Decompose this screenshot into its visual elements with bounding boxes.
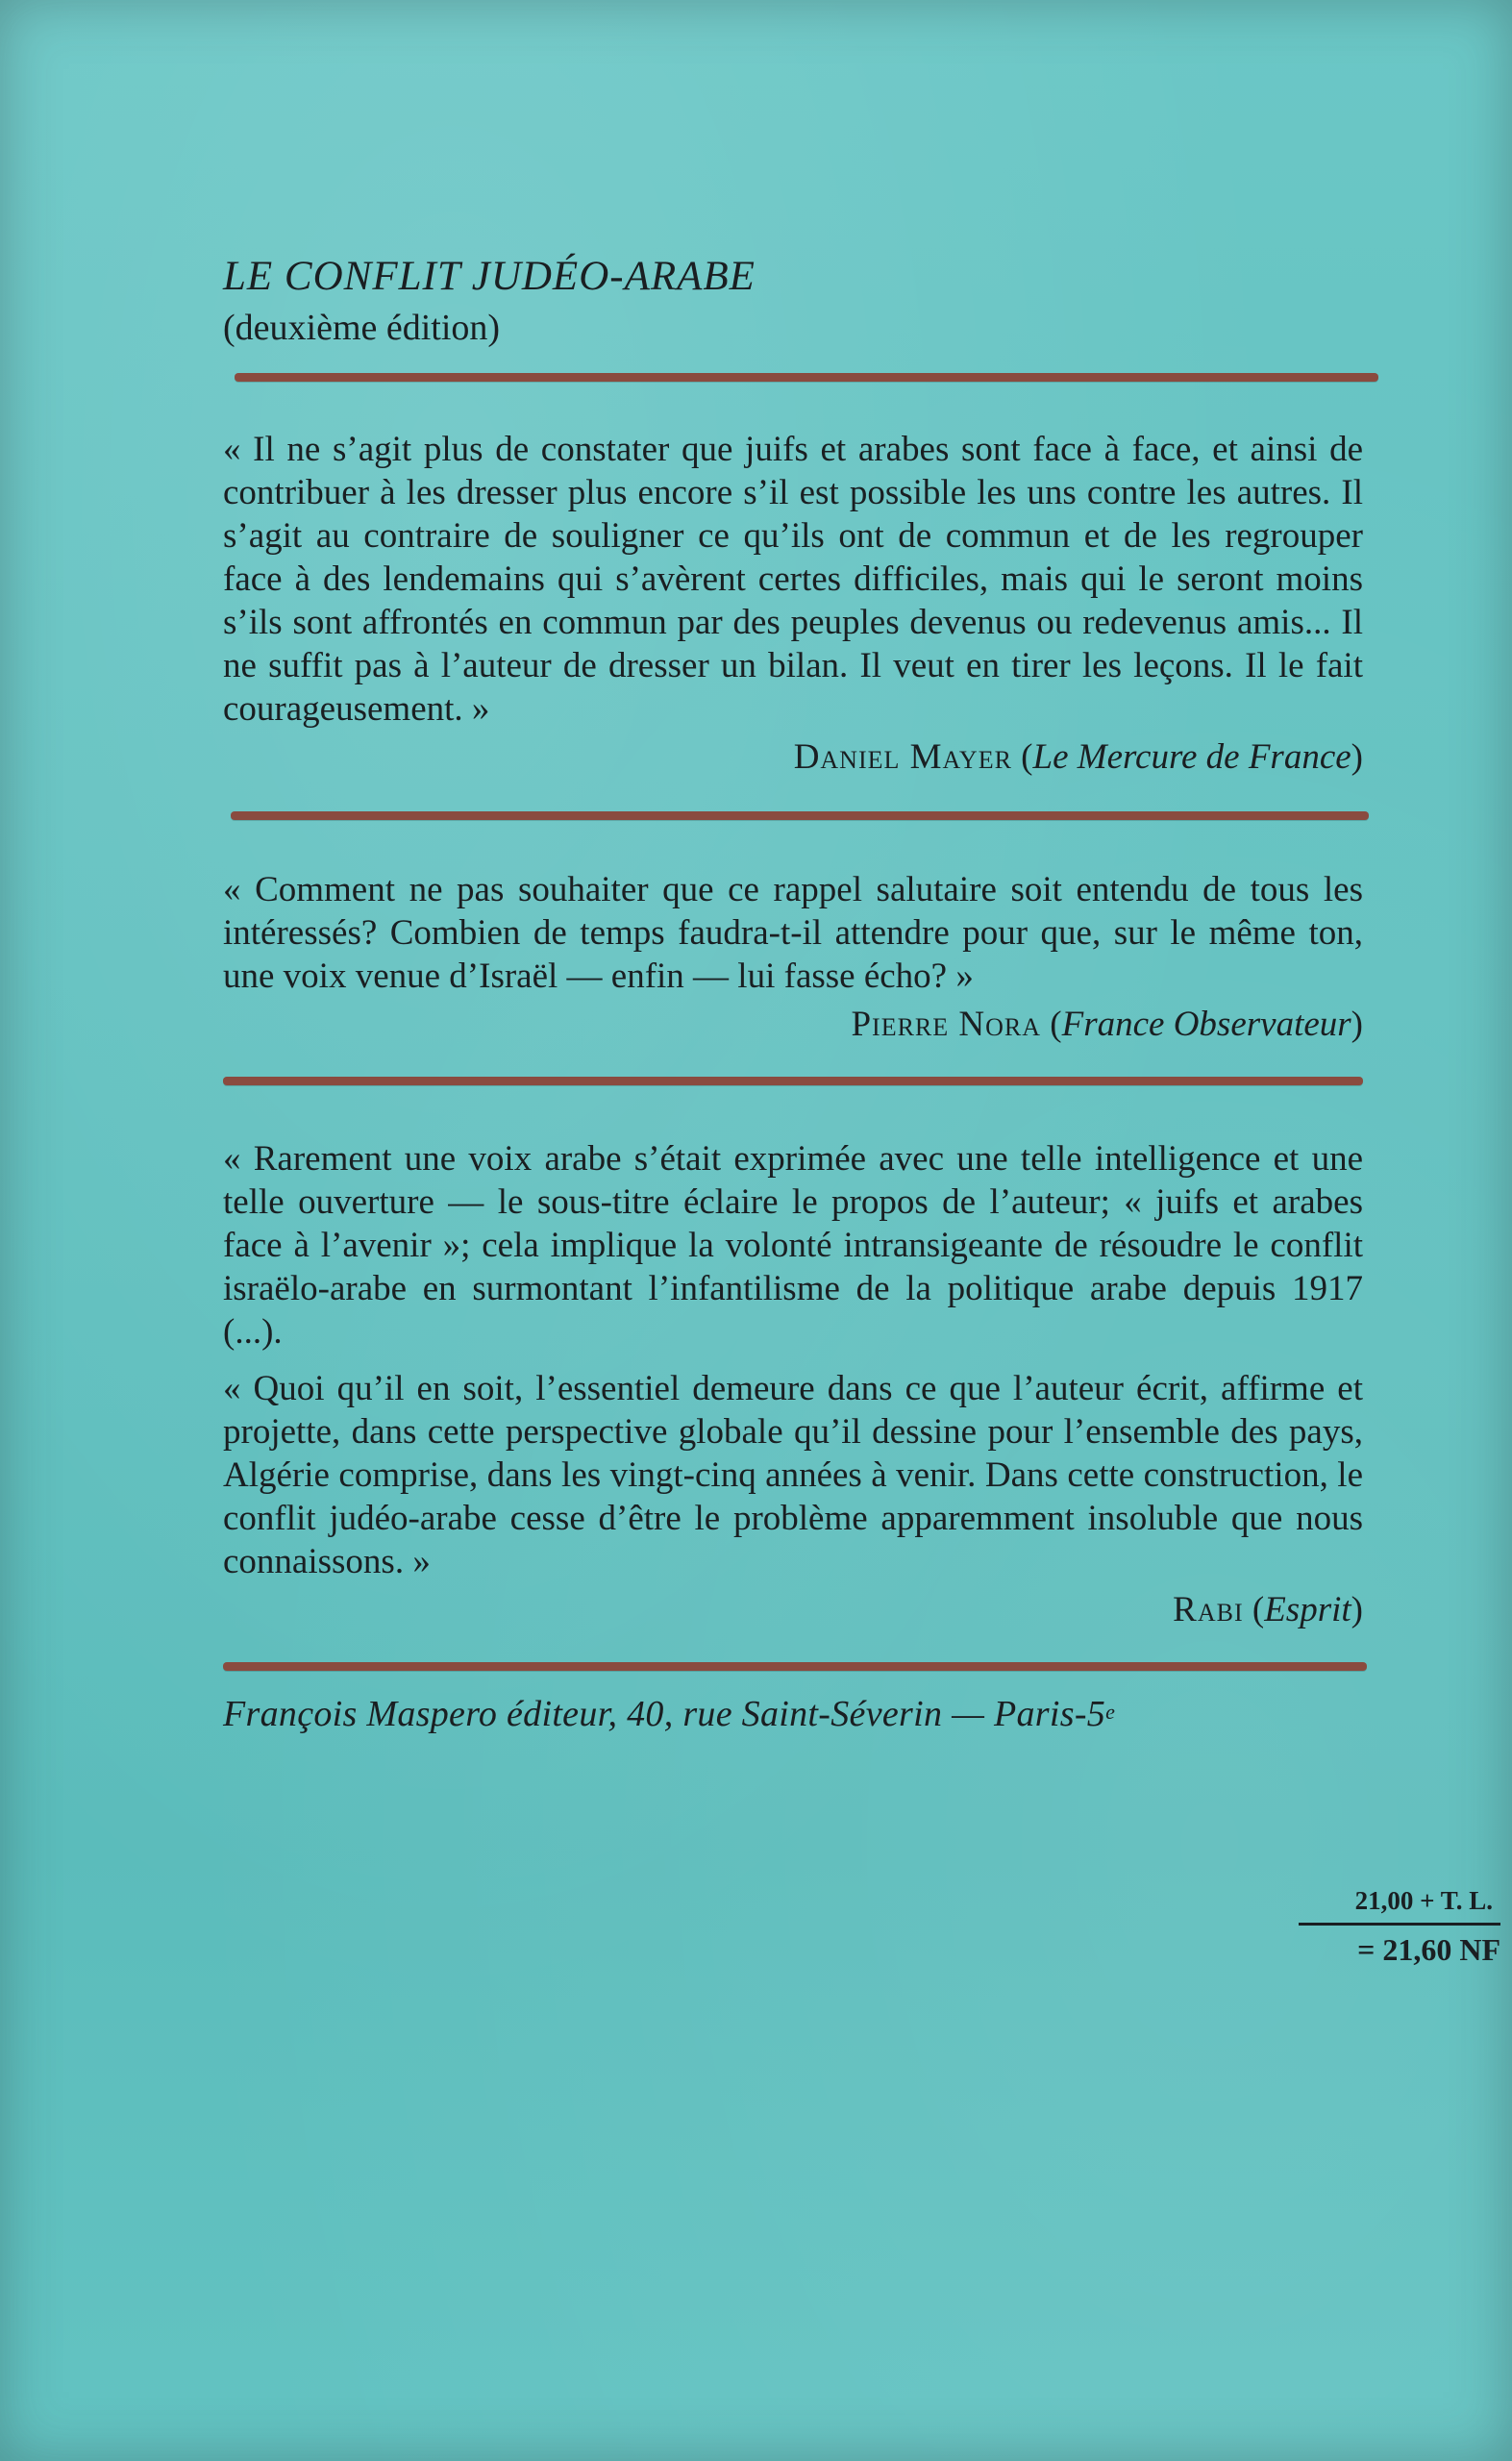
divider-rule — [223, 1662, 1367, 1671]
quote-author: Daniel Mayer — [793, 737, 1012, 777]
quote-attribution: Pierre Nora (France Observateur) — [851, 1005, 1363, 1044]
divider-rule — [223, 1077, 1363, 1085]
quote-attribution: Daniel Mayer (Le Mercure de France) — [793, 737, 1363, 777]
price-block — [1299, 1882, 1500, 1972]
book-title: LE CONFLIT JUDÉO-ARABE — [223, 254, 756, 299]
quote-text: « Comment ne pas souhaiter que ce rappel salutaire soit entendu de tous les intéressés? Combien de temps faudra-t-il attendre pour que, sur le même ton, une voix venue d’Israël — enfin — lui fasse écho? » — [223, 870, 1363, 996]
quote-text: « Quoi qu’il en soit, l’essentiel demeure dans ce que l’auteur écrit, affirme et projette, dans cette perspective globale qu’il dessine pour l’ensemble des pays, Algérie comprise, dans les vingt-cinq années à venir. Dans cette construction, le conflit judéo-arabe cesse d’être le problème apparemment insoluble que nous connaissons. » — [223, 1369, 1363, 1581]
quote-source: France Observateur — [1061, 1005, 1351, 1044]
review-quote-3 — [223, 1137, 1363, 1633]
cover-content — [223, 252, 1363, 1738]
divider-rule — [231, 811, 1369, 820]
divider-rule — [235, 373, 1378, 382]
publisher-line — [223, 1690, 1363, 1738]
review-quote-2 — [223, 868, 1363, 1048]
publisher-superscript: e — [1105, 1700, 1116, 1724]
quote-source: Esprit — [1264, 1590, 1351, 1629]
price-total: = 21,60 NF — [1357, 1932, 1500, 1967]
publisher-text: François Maspero éditeur, 40, rue Saint-Séverin — Paris-5 — [223, 1694, 1106, 1734]
quote-text: « Rarement une voix arabe s’était exprimée avec une telle intelligence et une telle ouverture — le sous-titre éclaire le propos de l’auteur; « juifs et arabes face à l’avenir »; cela implique la volonté intransigeante de résoudre le conflit israëlo-arabe en surmontant l’infantilisme de la politique arabe depuis 1917 (...). — [223, 1139, 1363, 1352]
edition-note: (deuxième édition) — [223, 308, 501, 348]
quote-text: « Il ne s’agit plus de constater que juifs et arabes sont face à face, et ainsi de contribuer à les dresser plus encore s’il est possible les uns contre les autres. Il s’agit au contraire de souligner ce qu’ils ont de commun et de les regrouper face à des lendemains qui s’avèrent certes difficiles, mais qui le seront moins s’ils sont affrontés en commun par des peuples devenus ou redevenus amis... Il ne suffit pas à l’auteur de dresser un bilan. Il veut en tirer les leçons. Il le fait courageusement. » — [223, 430, 1363, 729]
review-quote-1 — [223, 428, 1363, 781]
quote-author: Pierre Nora — [851, 1005, 1042, 1044]
quote-author: Rabi — [1173, 1590, 1244, 1629]
quote-attribution: Rabi (Esprit) — [1173, 1590, 1363, 1629]
price-base: 21,00 + T. L. — [1299, 1882, 1500, 1926]
quote-source: Le Mercure de France — [1032, 737, 1351, 777]
